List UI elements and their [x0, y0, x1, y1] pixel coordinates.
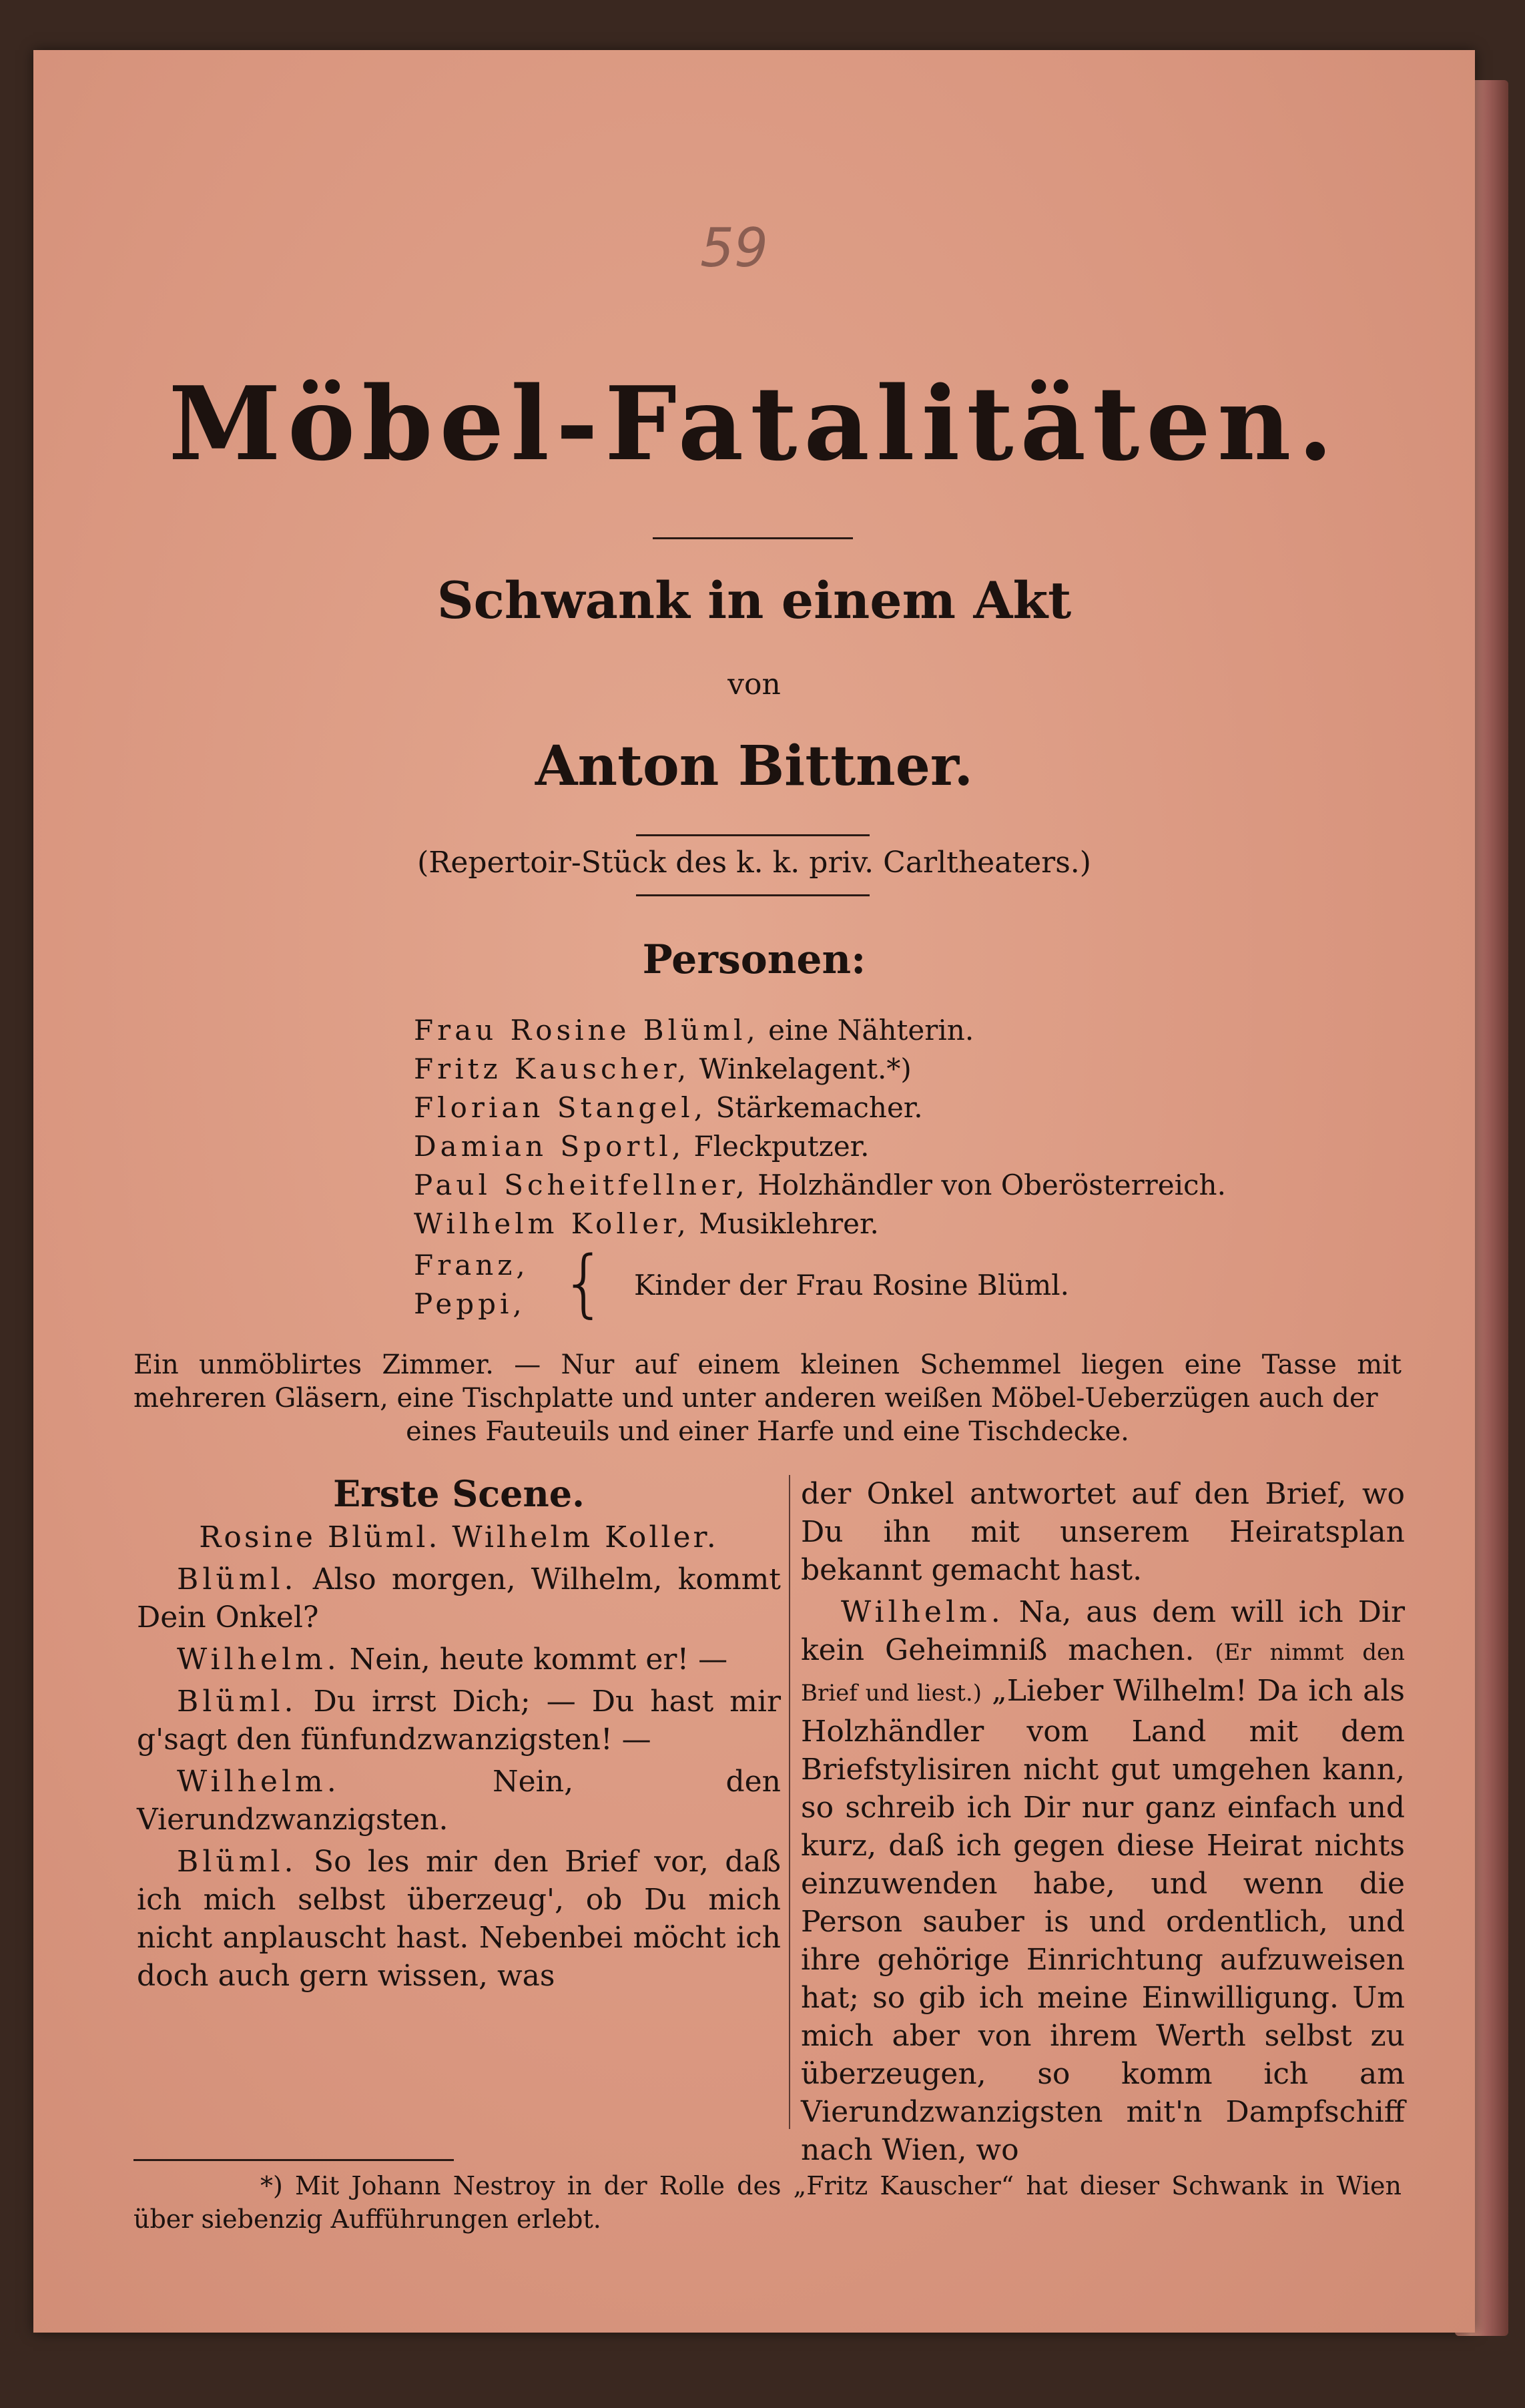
cast-role: Stärkemacher. — [715, 1091, 923, 1124]
cast-list — [414, 1011, 1348, 1333]
stage-direction — [133, 1348, 1402, 1448]
speaker: Blüml. — [177, 1685, 298, 1719]
cast-entry — [414, 1050, 1348, 1089]
left-column — [137, 1472, 781, 1999]
play-subtitle: Schwank in einem Akt — [436, 571, 1072, 630]
scene-title: Erste Scene. — [333, 1472, 585, 1515]
repertoire-top-rule — [636, 834, 870, 836]
dialogue-line — [137, 1843, 781, 1995]
page-number-pencil: 59 — [700, 217, 768, 279]
speaker: Wilhelm. — [841, 1595, 1004, 1629]
dialogue-line — [137, 1560, 781, 1636]
cast-name: Frau Rosine Blüml, — [414, 1014, 759, 1046]
cast-role: Winkelagent.*) — [699, 1052, 912, 1085]
play-title: Möbel-Fatalitäten. — [168, 364, 1340, 483]
cast-heading: Personen: — [642, 936, 866, 983]
right-column — [801, 1475, 1405, 2173]
cast-entry — [414, 1011, 1348, 1050]
author-name: Anton Bittner. — [535, 734, 974, 798]
speaker: Wilhelm. — [177, 1765, 340, 1799]
cast-name: Damian Sportl, — [414, 1130, 685, 1163]
speech: Nein, heute kommt er! — — [349, 1642, 728, 1677]
speech: Na, aus dem will ich Dir kein Geheimniß machen. — [801, 1595, 1405, 1667]
footnote: *) Mit Johann Nestroy in der Rolle des „Fritz Kauscher“ hat dieser Schwank in Wien über siebenzig Aufführungen erlebt. — [133, 2171, 1402, 2234]
repertoire-bottom-rule — [636, 894, 870, 896]
by-label: von — [727, 667, 781, 701]
footnote-rule — [133, 2159, 454, 2161]
column-divider — [789, 1475, 790, 2129]
children-description: Kinder der Frau Rosine Blüml. — [634, 1269, 1069, 1301]
cast-name: Fritz Kauscher, — [414, 1052, 691, 1085]
stage-direction-text: Ein unmöblirtes Zimmer. — Nur auf einem kleinen Schemmel liegen eine Tasse mit mehreren Gläsern, eine Tischplatte und unter anderen weißen Möbel-Ueberzügen auch der — [133, 1349, 1402, 1414]
book-page — [33, 50, 1475, 2333]
cast-entry — [414, 1127, 1348, 1166]
stage-aside: (Er nimmt den Brief und liest.) — [801, 1639, 1405, 1707]
cast-name: Paul Scheitfellner, — [414, 1169, 749, 1201]
dialogue-line — [137, 1640, 781, 1679]
child-name: Peppi, — [414, 1287, 526, 1320]
letter-text: „Lieber Wilhelm! Da ich als Holzhändler vom Land mit dem Briefstylisiren nicht gut umgehen kann, so schreib ich Dir nur ganz einfach und kurz, daß ich gegen diese Heirat nichts einzuwenden habe, und wenn die Person sauber is und ordentlich, und ihre gehörige Einrichtung aufzuweisen hat; so gib ich meine Einwilligung. Um mich aber von ihrem Werth selbst zu überzeugen, so komm ich am Vierundzwanzigsten mit'n Dampfschiff nach Wien, wo — [801, 1674, 1405, 2167]
speaker: Wilhelm. — [177, 1642, 340, 1677]
cast-role: Musiklehrer. — [699, 1207, 879, 1240]
speaker: Blüml. — [177, 1845, 298, 1879]
title-divider — [653, 537, 853, 539]
cast-role: Fleckputzer. — [693, 1130, 870, 1163]
dialogue-continuation: der Onkel antwortet auf den Brief, wo Du ihn mit unserem Heiratsplan bekannt gemacht hast. — [801, 1477, 1405, 1587]
dialogue-line — [801, 1593, 1405, 2169]
cast-name: Florian Stangel, — [414, 1091, 707, 1124]
repertoire-note: (Repertoir-Stück des k. k. priv. Carltheaters.) — [417, 846, 1091, 880]
cast-role: eine Nähterin. — [768, 1014, 974, 1046]
children-entry — [414, 1240, 1348, 1333]
cast-entry — [414, 1205, 1348, 1243]
speech: So les mir den Brief vor, daß ich mich selbst überzeug', ob Du mich nicht anplauscht hast. Nebenbei möcht ich doch auch gern wissen, was — [137, 1845, 781, 1993]
speaker: Blüml. — [177, 1562, 298, 1596]
speech: Du irrst Dich; — Du hast mir g'sagt den fünfundzwanzigsten! — — [137, 1685, 781, 1757]
stage-direction-text-end: eines Fauteuils und einer Harfe und eine Tischdecke. — [406, 1416, 1129, 1447]
scene-characters: Rosine Blüml. Wilhelm Koller. — [199, 1520, 719, 1554]
children-names — [414, 1246, 529, 1323]
children-brace: { — [561, 1240, 607, 1325]
cast-name: Wilhelm Koller, — [414, 1207, 690, 1240]
dialogue-line — [137, 1683, 781, 1759]
dialogue-line — [137, 1763, 781, 1839]
speech: Nein, den Vierundzwanzigsten. — [137, 1765, 781, 1837]
cast-entry — [414, 1166, 1348, 1205]
speech: Also morgen, Wilhelm, kommt Dein Onkel? — [137, 1562, 781, 1634]
cast-entry — [414, 1089, 1348, 1127]
cast-role: Holzhändler von Oberösterreich. — [757, 1169, 1226, 1201]
child-name: Franz, — [414, 1249, 529, 1281]
